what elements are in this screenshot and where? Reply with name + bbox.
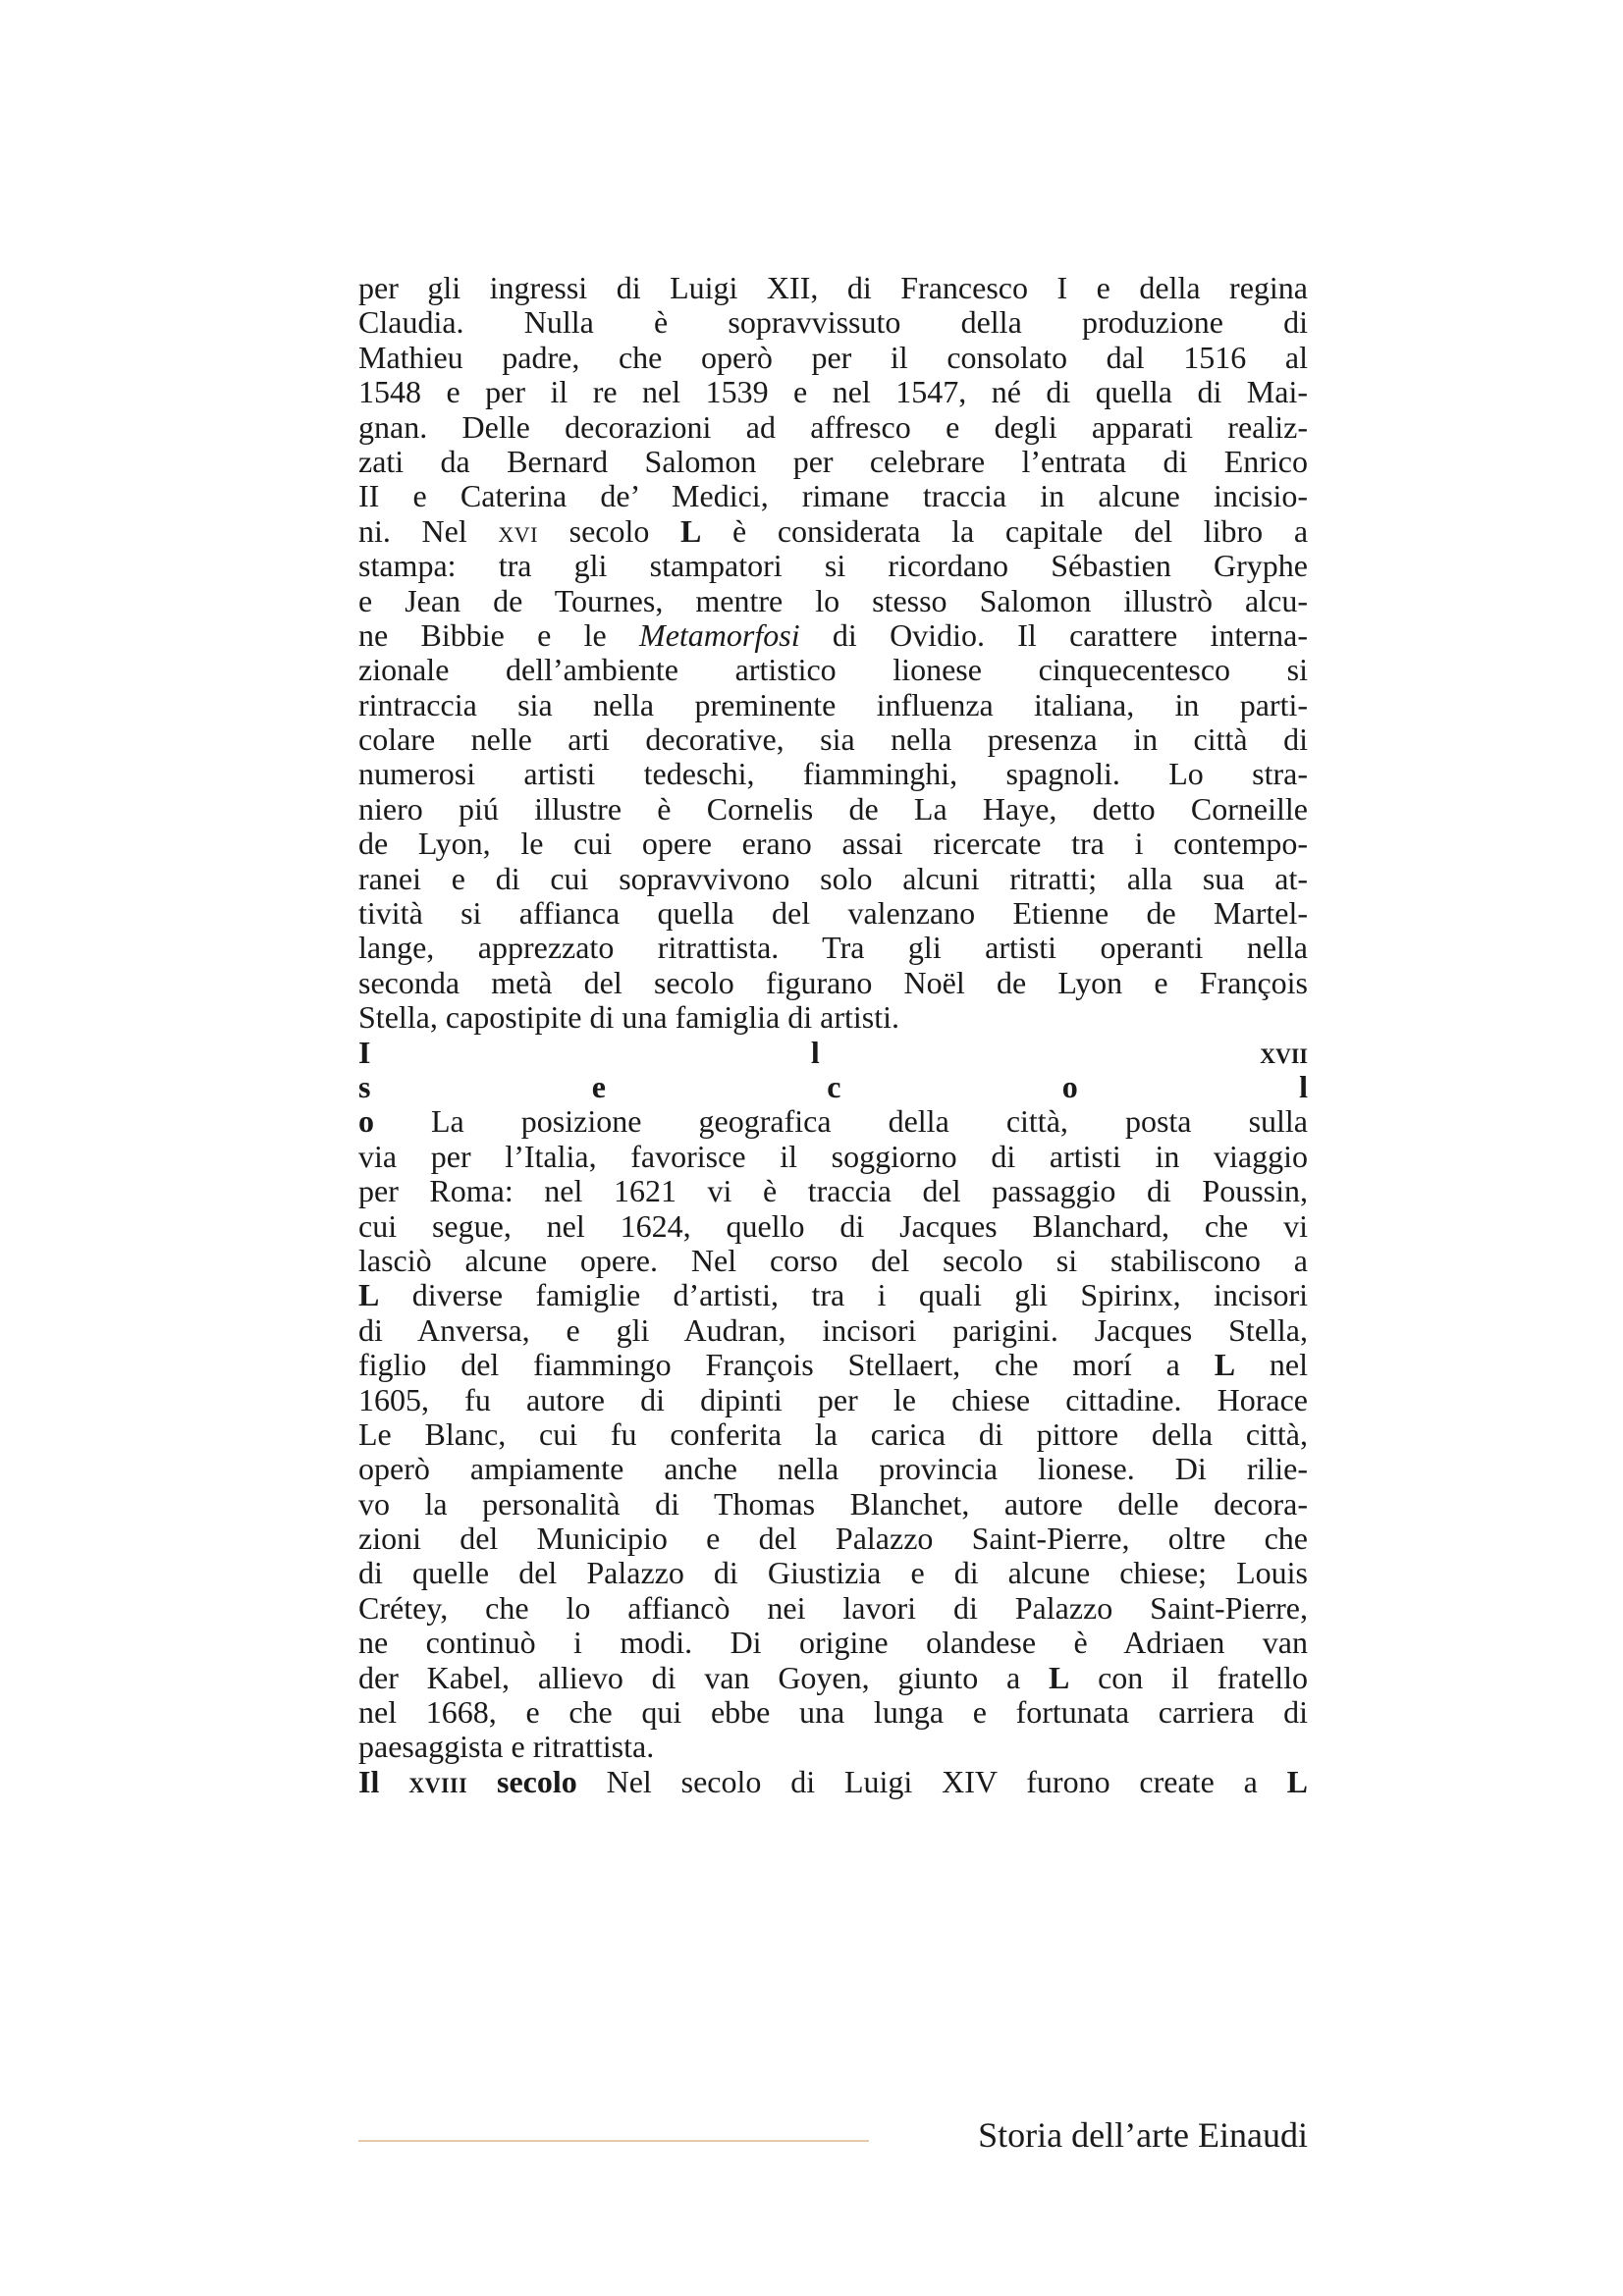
section-heading-18th: Il xviii secolo (358, 1763, 577, 1799)
paragraph-18th-century (358, 1765, 1308, 1799)
text-line: 1548 e per il re nel 1539 e nel 1547, né di quella di Mai- (358, 374, 1308, 410)
heading-letter: s (358, 1068, 371, 1104)
heading-letter: I (358, 1034, 371, 1070)
heading-letter: l (810, 1034, 820, 1070)
text-line: operò ampiamente anche nella provincia lionese. Di rilie- (358, 1451, 1308, 1487)
text-line: figlio del fiammingo François Stellaert, che morí a L nel (358, 1347, 1309, 1383)
text-line: numerosi artisti tedeschi, fiamminghi, spagnoli. Lo stra- (358, 756, 1308, 792)
section-heading-17th-row-1 (358, 1036, 1308, 1070)
page-body (358, 271, 1308, 1799)
lyon-abbrev: L (1286, 1763, 1309, 1799)
page-footer (358, 2110, 1308, 2169)
text-line: zati da Bernard Salomon per celebrare l’entrata di Enrico (358, 443, 1308, 479)
text-line: Claudia. Nulla è sopravvissuto della produzione di (358, 304, 1308, 341)
section-heading-17th-row-2 (358, 1070, 1308, 1104)
text-line: per gli ingressi di Luigi XII, di Francesco I e della regina (358, 270, 1308, 305)
text-line: colare nelle arti decorative, sia nella presenza in città di (358, 721, 1308, 758)
heading-letter: l (1299, 1068, 1308, 1104)
text-line: seconda metà del secolo figurano Noël de Lyon e François (358, 964, 1308, 1000)
text-line: der Kabel, allievo di van Goyen, giunto a L con il fratello (358, 1659, 1309, 1695)
text-line: stampa: tra gli stampatori si ricordano Sébastien Gryphe (358, 548, 1308, 584)
text-line: Il xviii secolo Nel secolo di Luigi XIV furono create a L (358, 1763, 1309, 1799)
footer-title: Storia dell’arte Einaudi (978, 2115, 1308, 2155)
text-line: via per l’Italia, favorisce il soggiorno di artisti in viaggio (358, 1138, 1308, 1174)
paragraph-17th-century (358, 1104, 1308, 1764)
paragraph-16th-century (358, 271, 1308, 1036)
lyon-abbrev: L (1214, 1347, 1236, 1383)
text-line: di Anversa, e gli Audran, incisori parigini. Jacques Stella, (358, 1311, 1308, 1348)
text-line: L diverse famiglie d’artisti, tra i quali gli Spirinx, incisori (358, 1277, 1308, 1313)
heading-letter: o (358, 1103, 374, 1140)
text-line: ranei e di cui sopravvivono solo alcuni ritratti; alla sua at- (358, 860, 1308, 896)
text-line: Le Blanc, cui fu conferita la carica di pittore della città, (358, 1415, 1308, 1452)
text-line: Crétey, che lo affiancò nei lavori di Palazzo Saint-Pierre, (358, 1589, 1308, 1626)
footer-rule (358, 2140, 869, 2142)
text-line: per Roma: nel 1621 vi è traccia del passaggio di Poussin, (358, 1173, 1308, 1209)
heading-century: xvii (1260, 1034, 1308, 1070)
text-line: ne Bibbie e le Metamorfosi di Ovidio. Il carattere interna- (358, 616, 1309, 653)
italic-title: Metamorfosi (639, 616, 800, 653)
text-line: tività si affianca quella del valenzano Etienne de Martel- (358, 895, 1308, 932)
text-line: vo la personalità di Thomas Blanchet, autore delle decora- (358, 1485, 1308, 1522)
text-line: cui segue, nel 1624, quello di Jacques Blanchard, che vi (358, 1207, 1308, 1244)
text-line: ni. Nel xvi secolo L è considerata la capitale del libro a (358, 512, 1309, 549)
lyon-abbrev: L (358, 1277, 380, 1313)
text-line: paesaggista e ritrattista. (358, 1729, 655, 1765)
text-line: gnan. Delle decorazioni ad affresco e degli apparati realiz- (358, 408, 1308, 445)
text-line: lange, apprezzato ritrattista. Tra gli artisti operanti nella (358, 930, 1308, 966)
text-line: zioni del Municipio e del Palazzo Saint-Pierre, oltre che (358, 1521, 1308, 1557)
heading-letter: c (827, 1068, 841, 1104)
text-line: rintraccia sia nella preminente influenza italiana, in parti- (358, 686, 1308, 722)
text-line: Mathieu padre, che operò per il consolato dal 1516 al (358, 339, 1308, 375)
text-line: II e Caterina de’ Medici, rimane traccia in alcune incisio- (358, 478, 1308, 514)
text-line: nel 1668, e che qui ebbe una lunga e fortunata carriera di (358, 1694, 1308, 1731)
text-line: zionale dell’ambiente artistico lionese cinquecentesco si (358, 652, 1308, 688)
lyon-abbrev: L (680, 512, 702, 549)
text-line: Stella, capostipite di una famiglia di artisti. (358, 999, 899, 1036)
text-line: di quelle del Palazzo di Giustizia e di alcune chiese; Louis (358, 1555, 1308, 1591)
century-numeral: xvi (498, 512, 538, 549)
text-line: niero piú illustre è Cornelis de La Haye, detto Corneille (358, 790, 1308, 827)
text-line: e Jean de Tournes, mentre lo stesso Salomon illustrò alcu- (358, 582, 1308, 618)
text-line: ne continuò i modi. Di origine olandese è Adriaen van (358, 1625, 1308, 1661)
text-line: o La posizione geografica della città, posta sulla (358, 1103, 1308, 1140)
heading-letter: e (591, 1068, 606, 1104)
text-line: 1605, fu autore di dipinti per le chiese cittadine. Horace (358, 1381, 1308, 1417)
text-line: lasciò alcune opere. Nel corso del secolo si stabiliscono a (358, 1242, 1308, 1278)
lyon-abbrev: L (1048, 1659, 1070, 1695)
heading-letter: o (1061, 1068, 1078, 1104)
text-line: de Lyon, le cui opere erano assai ricercate tra i contempo- (358, 826, 1308, 862)
